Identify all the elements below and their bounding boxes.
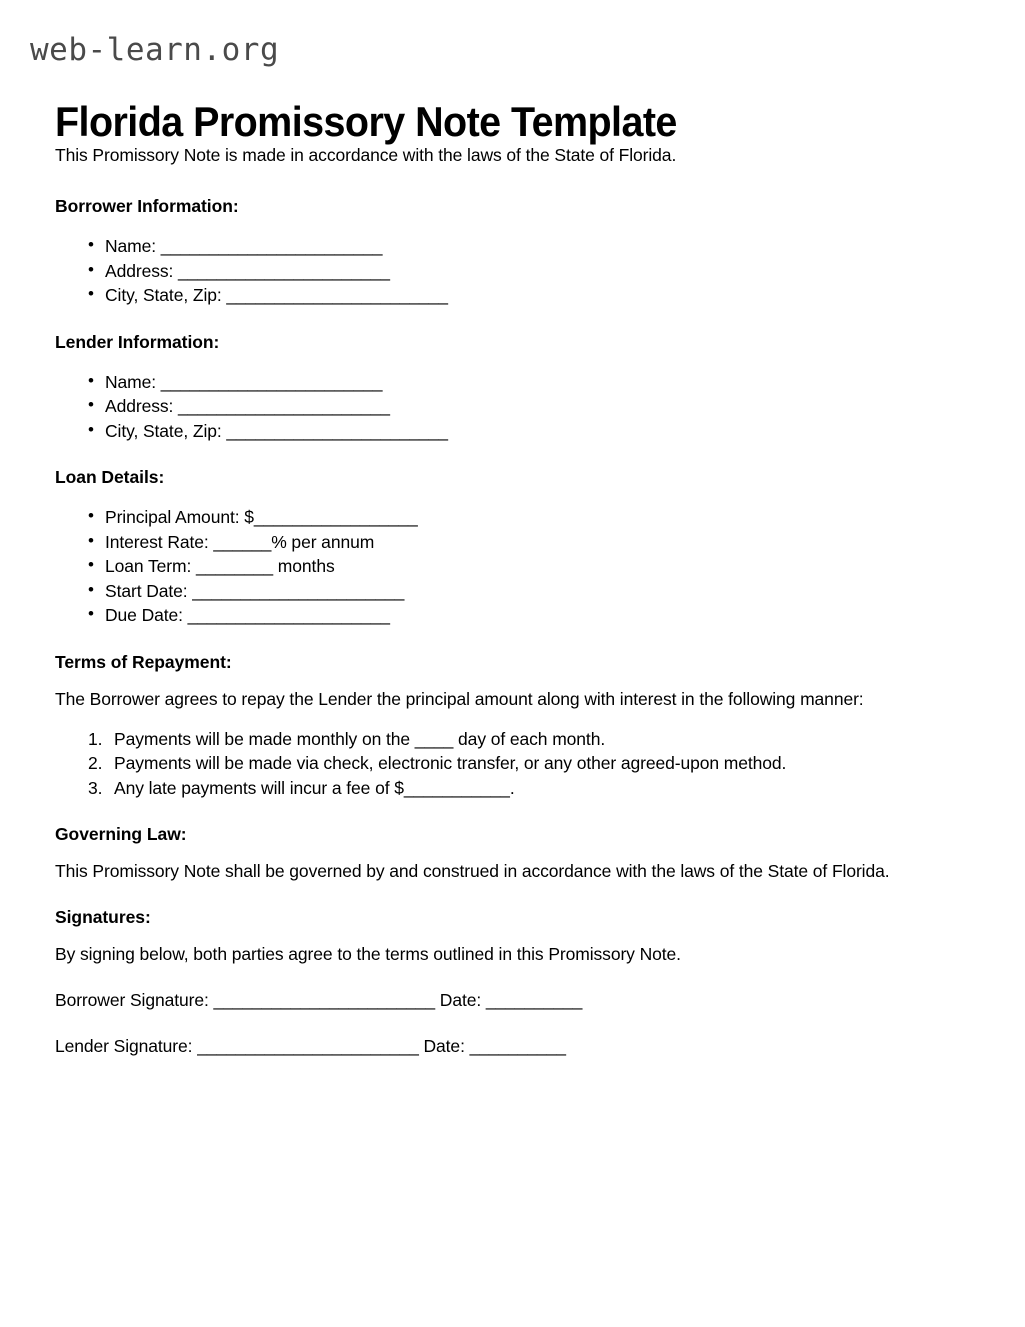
spacer <box>55 883 960 905</box>
governing-law-paragraph: This Promissory Note shall be governed by and construed in accordance with the laws of the State of Florida. <box>55 861 890 881</box>
spacer <box>55 308 960 330</box>
section-heading-governing-law: Governing Law: <box>55 824 187 844</box>
borrower-signature-line: Borrower Signature: _______________________ Date: __________ <box>55 990 583 1010</box>
lender-signature-line: Lender Signature: _______________________ Date: __________ <box>55 1036 566 1056</box>
section-heading-loan-details: Loan Details: <box>55 467 165 487</box>
spacer <box>55 443 960 465</box>
list-item: • Principal Amount: $_________________ <box>105 505 960 530</box>
list-item: • City, State, Zip: _______________________ <box>105 283 960 308</box>
spacer <box>55 929 960 942</box>
spacer <box>55 1012 960 1034</box>
page-title: Florida Promissory Note Template <box>55 98 677 146</box>
document-body <box>55 143 960 1058</box>
list-item: • Address: ______________________ <box>105 259 960 284</box>
list-item: • Name: _______________________ <box>105 234 960 259</box>
spacer <box>55 354 960 370</box>
list-item: • Interest Rate: ______% per annum <box>105 530 960 555</box>
section-heading-terms-of-repayment: Terms of Repayment: <box>55 651 232 672</box>
lender-information-list <box>55 370 960 444</box>
spacer <box>55 800 960 822</box>
terms-of-repayment-list <box>55 727 960 801</box>
section-heading-borrower-information: Borrower Information: <box>55 196 239 216</box>
spacer <box>55 711 960 727</box>
spacer <box>55 218 960 234</box>
spacer <box>55 628 960 650</box>
list-item: • City, State, Zip: _______________________ <box>105 419 960 444</box>
list-item: • Loan Term: ________ months <box>105 554 960 579</box>
list-item: • Address: ______________________ <box>105 394 960 419</box>
list-item: • Start Date: ______________________ <box>105 579 960 604</box>
list-item: Payments will be made monthly on the ____ day of each month. <box>114 728 606 749</box>
spacer <box>55 167 960 194</box>
spacer <box>55 966 960 988</box>
list-item: • Name: _______________________ <box>105 370 960 395</box>
list-item: • Due Date: _____________________ <box>105 603 960 628</box>
list-item: Payments will be made via check, electronic transfer, or any other agreed-upon method. <box>114 753 787 773</box>
list-item: Any late payments will incur a fee of $___________. <box>114 777 515 798</box>
borrower-information-list <box>55 234 960 308</box>
signatures-paragraph: By signing below, both parties agree to the terms outlined in this Promissory Note. <box>55 944 681 964</box>
spacer <box>55 846 960 859</box>
spacer <box>55 489 960 505</box>
loan-details-list <box>55 505 960 628</box>
terms-intro-paragraph: The Borrower agrees to repay the Lender the principal amount along with interest in the following manner: <box>55 688 864 709</box>
section-heading-signatures: Signatures: <box>55 907 151 927</box>
spacer <box>55 674 960 687</box>
site-watermark: web-learn.org <box>30 32 280 68</box>
section-heading-lender-information: Lender Information: <box>55 331 220 352</box>
intro-paragraph: This Promissory Note is made in accordance with the laws of the State of Florida. <box>55 145 677 165</box>
